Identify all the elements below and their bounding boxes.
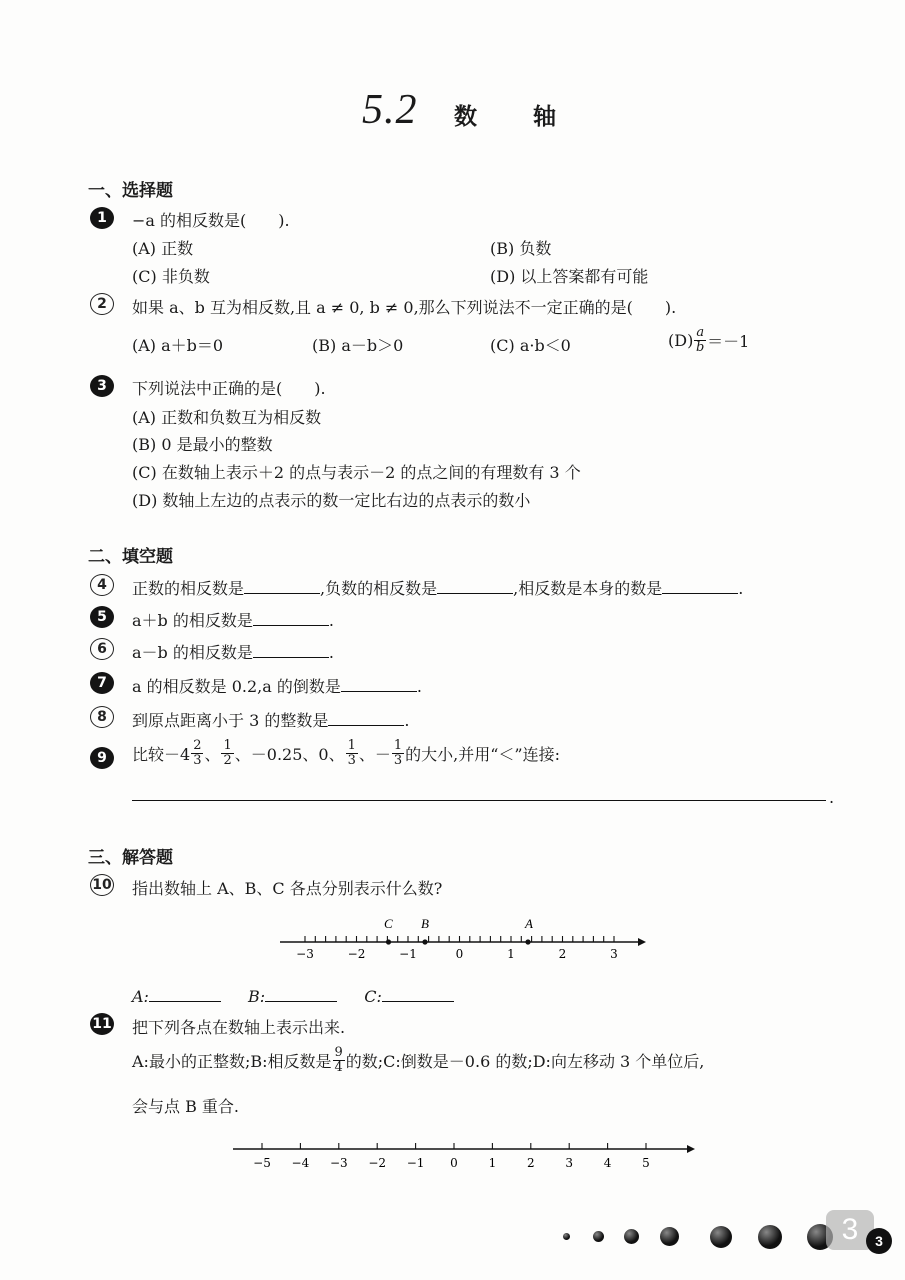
number-line-arrow: [638, 938, 646, 946]
q2-option-b[interactable]: (B) a－b＞0: [312, 336, 404, 355]
number-line-label: 0: [450, 1156, 458, 1170]
question-11-line-2: 会与点 B 重合.: [132, 1097, 240, 1116]
q8-text: 到原点距离小于 3 的整数是: [132, 711, 329, 730]
decorative-dot: [710, 1226, 732, 1248]
number-line-ticks: [305, 936, 614, 942]
question-number-8: 8: [90, 706, 114, 728]
q9-fraction-2: [221, 739, 233, 768]
q1-option-d[interactable]: (D) 以上答案都有可能: [490, 267, 649, 286]
fraction-numerator: 1: [393, 738, 403, 753]
number-line-label: 1: [488, 1156, 497, 1170]
question-7: [132, 674, 422, 697]
q3-option-a[interactable]: (A) 正数和负数互为相反数: [132, 408, 322, 427]
number-line-label: 0: [455, 947, 464, 961]
q9-part-1: 比较－4: [132, 745, 191, 764]
section-heading-fill: 二、填空题: [88, 547, 173, 567]
question-number-3: 3: [90, 375, 114, 397]
question-10-stem: 指出数轴上 A、B、C 各点分别表示什么数?: [132, 879, 443, 898]
q6-end: .: [328, 643, 334, 662]
q3-option-b[interactable]: (B) 0 是最小的整数: [132, 435, 273, 454]
question-number-10: 10: [90, 874, 114, 896]
q4-end: .: [738, 579, 744, 598]
q7-text: a 的相反数是 0.2,a 的倒数是: [132, 677, 341, 696]
q2-option-d-fraction: [694, 326, 706, 355]
q4-part-2: ,负数的相反数是: [320, 579, 438, 598]
question-number-1: 1: [90, 207, 114, 229]
fraction-numerator: a: [696, 325, 705, 340]
q11-part-1: A:最小的正整数;B:相反数是: [132, 1052, 332, 1071]
question-number-6: 6: [90, 638, 114, 660]
point-a-label: A: [525, 916, 533, 931]
point-c-dot: [386, 939, 391, 944]
q10-number-line: [270, 910, 650, 966]
number-line-label: −4: [291, 1156, 310, 1170]
question-3-stem: 下列说法中正确的是( ).: [132, 379, 326, 398]
number-line-ticks: [262, 1143, 646, 1149]
q2-option-a[interactable]: (A) a＋b＝0: [132, 336, 224, 355]
number-line-label: 3: [565, 1156, 574, 1170]
number-line-label: −2: [347, 947, 366, 961]
question-number-5: 5: [90, 606, 114, 628]
q10-answer-c-blank[interactable]: [382, 985, 454, 1002]
page-number-badge: 3: [826, 1210, 874, 1250]
q11-number-line[interactable]: [225, 1138, 700, 1176]
question-9: [132, 739, 560, 768]
q11-fraction: [333, 1046, 345, 1075]
question-number-2: 2: [90, 293, 114, 315]
title-char-1: 数: [454, 103, 477, 130]
decorative-dot: [660, 1227, 679, 1246]
question-number-7: 7: [90, 672, 114, 694]
question-number-9: 9: [90, 747, 114, 769]
number-line-label: 2: [526, 1156, 535, 1170]
q4-part-3: ,相反数是本身的数是: [513, 579, 663, 598]
fraction-denominator: 2: [223, 753, 232, 768]
number-line-labels: [253, 1156, 650, 1170]
q1-option-a[interactable]: (A) 正数: [132, 239, 194, 258]
number-line-label: −5: [253, 1156, 271, 1170]
fraction-denominator: 4: [334, 1060, 343, 1075]
q10-answer-c-label: C:: [364, 987, 382, 1006]
q1-option-c[interactable]: (C) 非负数: [132, 267, 210, 286]
q8-blank[interactable]: [328, 709, 404, 726]
section-heading-choice: 一、选择题: [88, 181, 173, 201]
q11-part-2: 的数;C:倒数是－0.6 的数;D:向左移动 3 个单位后,: [345, 1052, 705, 1071]
fraction-numerator: 1: [223, 738, 232, 753]
question-number-4: 4: [90, 574, 114, 596]
q7-end: .: [416, 677, 422, 696]
page-title: [362, 86, 556, 134]
q4-blank-1[interactable]: [244, 577, 320, 594]
q5-blank[interactable]: [253, 609, 329, 626]
q2-option-c[interactable]: (C) a·b＜0: [490, 336, 571, 355]
number-line-label: −1: [399, 947, 417, 961]
decorative-dot: [624, 1229, 639, 1244]
point-c-label: C: [384, 916, 393, 931]
number-line-label: −2: [368, 1156, 387, 1170]
question-5: [132, 608, 334, 631]
decorative-dot: [593, 1231, 604, 1242]
q9-separator: 、: [204, 745, 221, 764]
q10-answer-b-label: B:: [248, 987, 266, 1006]
point-a-dot: [525, 939, 530, 944]
q5-text: a＋b 的相反数是: [132, 611, 253, 630]
point-b-label: B: [421, 916, 429, 931]
number-line-label: 3: [610, 947, 618, 961]
q6-blank[interactable]: [253, 641, 329, 658]
q2-option-d-label: (D): [668, 331, 694, 350]
q10-answer-a-blank[interactable]: [149, 985, 221, 1002]
question-number-11: 11: [90, 1013, 114, 1035]
fraction-numerator: 9: [334, 1045, 343, 1060]
fraction-denominator: 3: [393, 753, 403, 768]
q9-part-2: 、－0.25、0、: [234, 745, 345, 764]
number-line-label: −3: [329, 1156, 348, 1170]
q9-fraction-4: [392, 739, 404, 768]
number-line-label: −1: [406, 1156, 425, 1170]
decorative-dot: [563, 1233, 570, 1240]
fraction-numerator: 2: [193, 738, 202, 753]
question-11-line-1: [132, 1046, 704, 1075]
number-line-arrow: [687, 1145, 695, 1153]
q10-answer-a-label: A:: [132, 987, 149, 1006]
title-char-2: 轴: [533, 103, 556, 130]
q10-answers: [132, 985, 454, 1006]
question-11-stem: 把下列各点在数轴上表示出来.: [132, 1018, 346, 1037]
section-heading-answer: 三、解答题: [88, 848, 173, 868]
question-6: [132, 640, 334, 663]
question-2-stem: 如果 a、b 互为相反数,且 a ≠ 0, b ≠ 0,那么下列说法不一定正确的是( ).: [132, 298, 677, 317]
q4-blank-2[interactable]: [437, 577, 513, 594]
q9-fraction-3: [346, 739, 358, 768]
number-line-label: 2: [558, 947, 567, 961]
number-line-label: −3: [296, 947, 314, 961]
q2-option-d[interactable]: [668, 326, 749, 355]
number-line-labels: [296, 947, 618, 961]
fraction-denominator: b: [696, 340, 705, 355]
q9-fraction-1: [191, 739, 203, 768]
q5-end: .: [328, 611, 334, 630]
number-line-label: 5: [642, 1156, 650, 1170]
q3-option-c[interactable]: (C) 在数轴上表示＋2 的点与表示－2 的点之间的有理数有 3 个: [132, 463, 581, 482]
q9-end: .: [829, 788, 835, 807]
section-number: 5.2: [362, 87, 418, 133]
decorative-dot: [758, 1225, 782, 1249]
q2-option-d-value: ＝－1: [707, 332, 750, 351]
q9-part-3: 、－: [358, 745, 391, 764]
page-number-dot: 3: [866, 1228, 892, 1254]
fraction-denominator: 3: [347, 753, 356, 768]
question-8: [132, 708, 409, 731]
point-b-dot: [422, 939, 427, 944]
question-1-stem: −a 的相反数是( ).: [132, 211, 290, 230]
q9-part-4: 的大小,并用“＜”连接:: [405, 745, 560, 764]
question-4: [132, 576, 743, 599]
q1-option-b[interactable]: (B) 负数: [490, 239, 552, 258]
number-line-label: 1: [507, 947, 515, 961]
q7-blank[interactable]: [341, 675, 417, 692]
q8-end: .: [404, 711, 410, 730]
q4-part-1: 正数的相反数是: [132, 579, 245, 598]
q6-text: a－b 的相反数是: [132, 643, 253, 662]
q3-option-d[interactable]: (D) 数轴上左边的点表示的数一定比右边的点表示的数小: [132, 491, 531, 510]
fraction-denominator: 3: [193, 753, 202, 768]
number-line-label: 4: [603, 1156, 612, 1170]
q10-answer-b-blank[interactable]: [265, 985, 337, 1002]
q4-blank-3[interactable]: [662, 577, 738, 594]
fraction-numerator: 1: [347, 738, 356, 753]
q9-answer-line[interactable]: [132, 800, 826, 801]
